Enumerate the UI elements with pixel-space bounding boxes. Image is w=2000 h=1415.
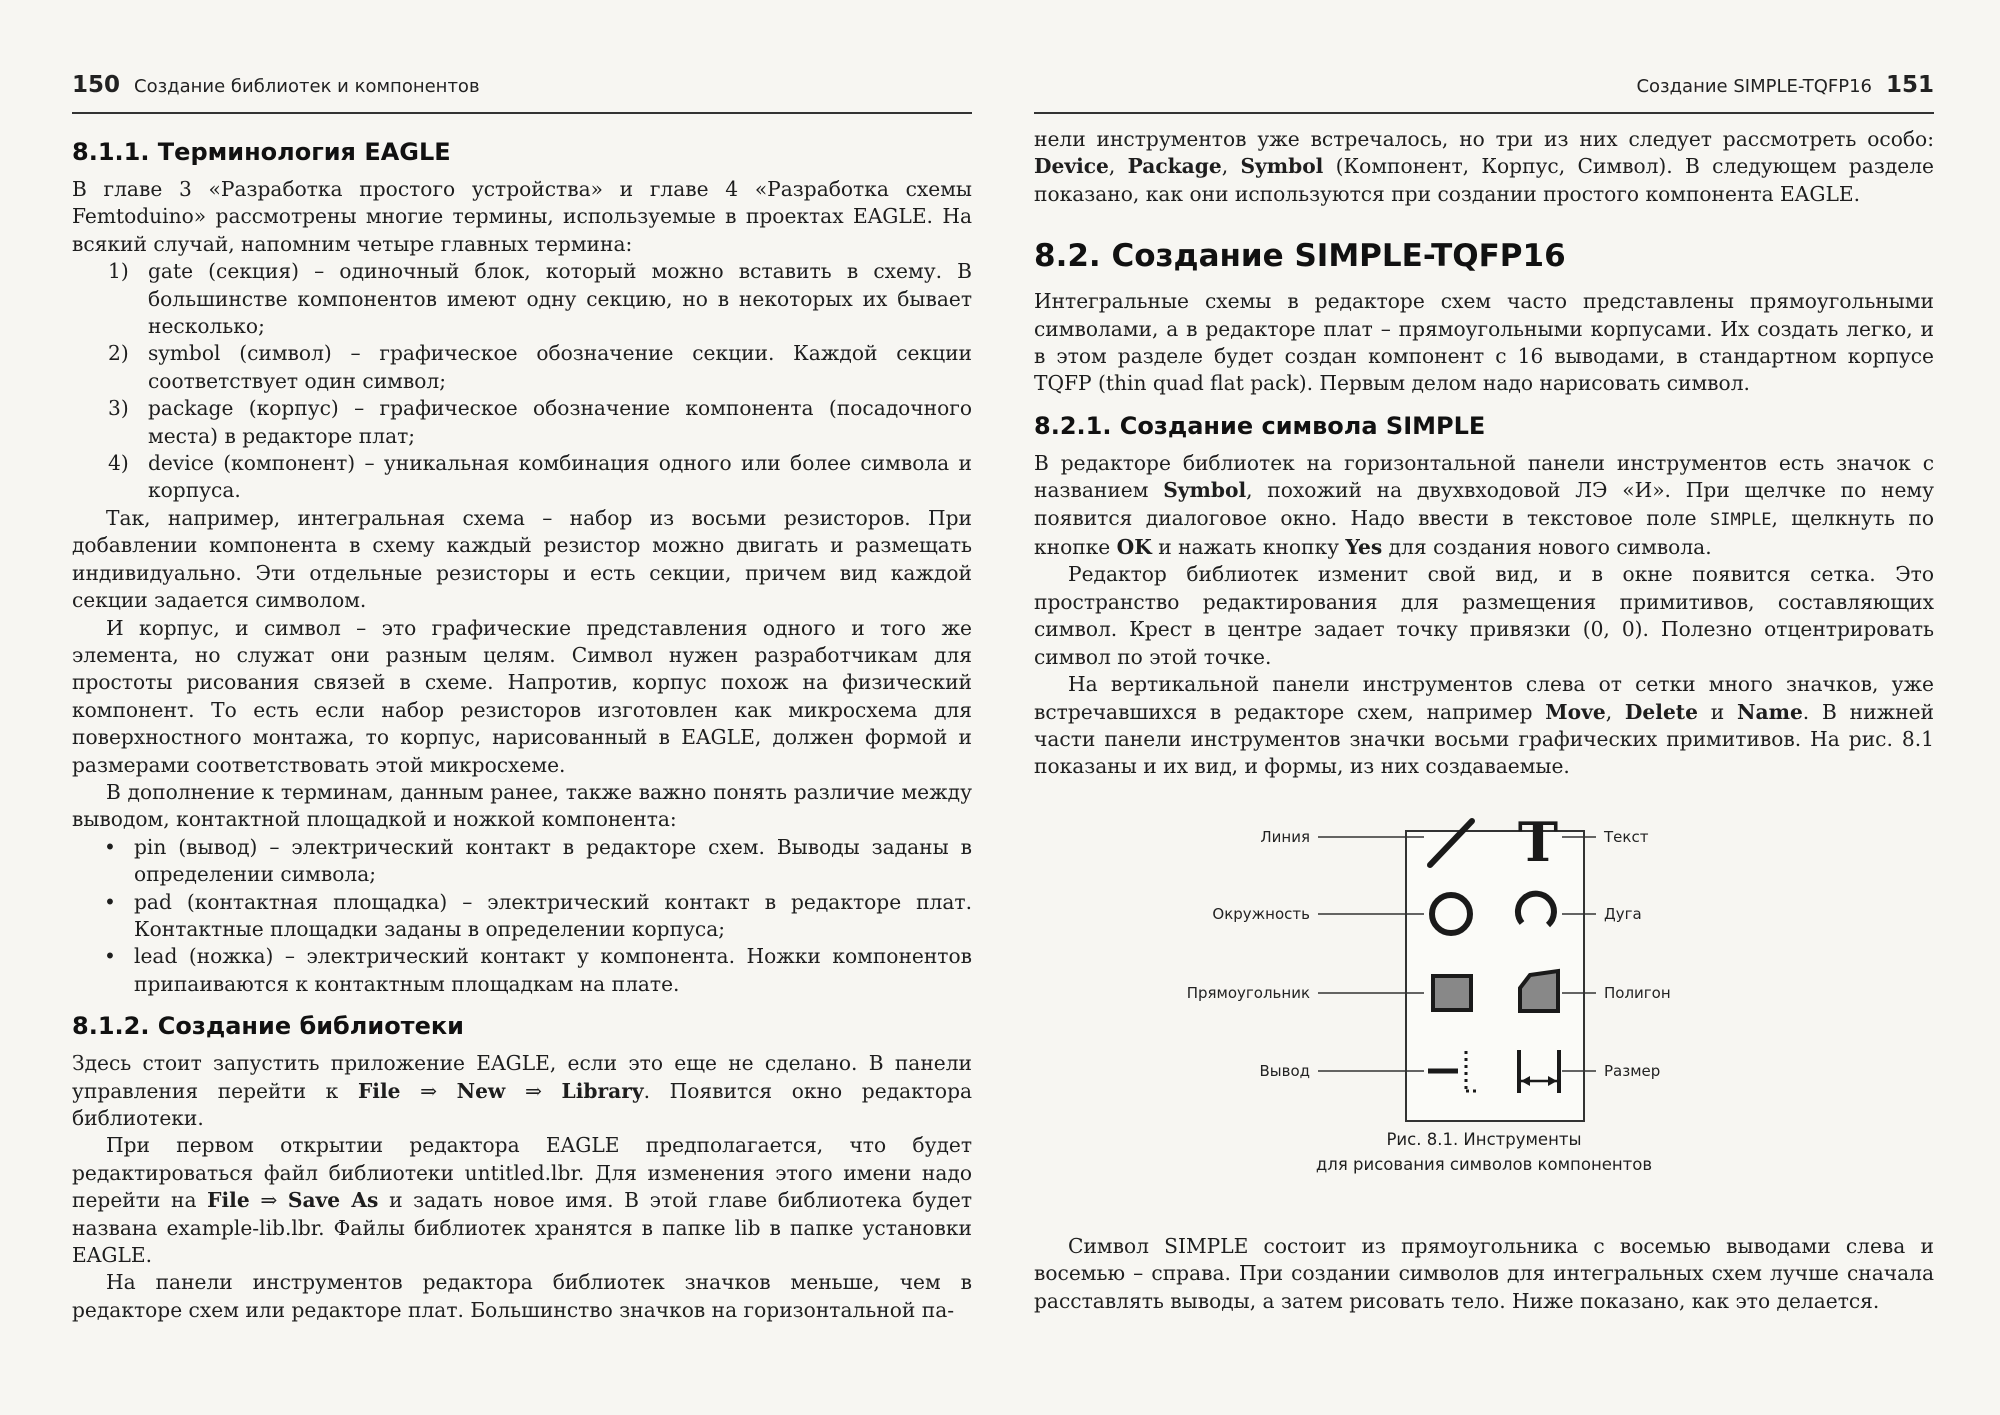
bullet-item (72, 889, 972, 944)
numbered-item (72, 450, 972, 505)
list-marker: 2) (108, 341, 129, 366)
yes-button-ref: Yes (1345, 535, 1383, 560)
section-heading: 8.1.1. Терминология EAGLE (72, 138, 451, 166)
paragraph: На панели инструментов редактора библиотек значков меньше, чем в редакторе схем или редакторе плат. Большинство значков на горизонтальной па- (72, 1270, 972, 1322)
chapter-section-heading: 8.2. Создание SIMPLE-TQFP16 (1034, 238, 1566, 275)
right-page-body (1034, 126, 1934, 1315)
label-dimension: Размер (1604, 1061, 1661, 1080)
page-number: 151 (1885, 72, 1934, 98)
paragraph: И корпус, и символ – это графические представления одного и того же элемента, но служат они разным целям. Символ нужен разработчикам для простоты рисования связей в схеме. Напротив, корпус похож на физический компонент. То есть если набор резисторов изготовлен как микросхема для поверхностного монтажа, то корпус, нарисованный в EAGLE, должен формой и размерами соответствовать этой микросхеме. (72, 615, 972, 777)
label-text: Текст (1604, 827, 1649, 846)
label-arc: Дуга (1604, 904, 1642, 923)
list-item-text: pin (вывод) – электрический контакт в редакторе схем. Выводы заданы в определении символа; (134, 834, 972, 887)
list-item-text: package (корпус) – графическое обозначение компонента (посадочного места) в редакторе плат; (148, 396, 972, 448)
numbered-item (72, 395, 972, 450)
paragraph: Так, например, интегральная схема – набор из восьми резисторов. При добавлении компонента в схему каждый резистор можно двигать и размещать индивидуально. Эти отдельные резисторы и есть секции, причем вид каждой секции задается символом. (72, 505, 972, 613)
tool-move: Move (1545, 699, 1606, 724)
caption-line: для рисования символов компонентов (1315, 1154, 1653, 1174)
label-line: Линия (1260, 827, 1310, 846)
paragraph: В редакторе библиотек на горизонтальной панели инструментов есть значок с названием Symbol, похожий на двухвходовой ЛЭ «И». При щелчке по нему появится диалоговое окно. Надо ввести в текстовое поле SIMPLE, щелкнуть по кнопке OK и нажать кнопку Yes для создания нового символа. (1034, 450, 1934, 560)
menu-new: New (456, 1078, 506, 1103)
label-rectangle: Прямоугольник (1186, 983, 1310, 1002)
list-item-text: gate (секция) – одиночный блок, который можно вставить в схему. В большинстве компонентов имеют одну секцию, но в некоторых их бывает несколько; (148, 259, 972, 339)
list-item-text: symbol (символ) – графическое обозначение секции. Каждой секции соответствует один символ; (148, 341, 972, 393)
figure-caption (1034, 1127, 1934, 1177)
label-polygon: Полигон (1604, 983, 1671, 1002)
running-title: Создание SIMPLE-TQFP16 (1636, 76, 1872, 97)
bullet-marker: • (104, 889, 116, 914)
bullet-marker: • (104, 944, 116, 969)
list-item-text: device (компонент) – уникальная комбинация одного или более символа и корпуса. (148, 451, 972, 503)
caption-line: Рис. 8.1. Инструменты (1386, 1129, 1582, 1149)
bullet-marker: • (104, 834, 116, 859)
tool-delete: Delete (1624, 699, 1698, 724)
paragraph: В дополнение к терминам, данным ранее, также важно понять различие между выводом, контактной площадкой и ножкой компонента: (72, 779, 972, 832)
menu-save-as: Save As (287, 1188, 379, 1213)
paragraph: Символ SIMPLE состоит из прямоугольника с восемью выводами слева и восемью – справа. При создании символов для интегральных схем лучше сначала расставлять выводы, а затем рисовать тело. Ниже показано, как это делается. (1034, 1233, 1934, 1313)
page-number: 150 (72, 72, 121, 98)
tools-diagram (1034, 795, 1934, 1135)
label-pin: Вывод (1259, 1061, 1310, 1080)
right-running-head (1034, 72, 1934, 114)
paragraph: Здесь стоит запустить приложение EAGLE, если это еще не сделано. В панели управления перейти к File ⇒ New ⇒ Library. Появится окно редактора библиотеки. (72, 1051, 973, 1130)
toolbar-symbol: Symbol (1240, 154, 1324, 179)
list-marker: 4) (108, 451, 129, 476)
label-circle: Окружность (1212, 904, 1310, 923)
paragraph: При первом открытии редактора EAGLE предполагается, что будет редактироваться файл библиотеки untitled.lbr. Для изменения этого имени надо перейти на File ⇒ Save As и задать новое имя. В этой главе библиотека будет названа example-lib.lbr. Файлы библиотек хранятся в папке lib в папке установки EAGLE. (72, 1133, 972, 1268)
paragraph: В главе 3 «Разработка простого устройства» и главе 4 «Разработка схемы Femtoduino» рассмотрены многие термины, используемые в проектах EAGLE. На всякий случай, напомним четыре главных термина: (72, 177, 972, 256)
menu-file: File (357, 1078, 401, 1103)
numbered-item (72, 340, 972, 395)
list-item-text: lead (ножка) – электрический контакт у компонента. Ножки компонентов припаиваются к контактным площадкам на плате. (134, 944, 972, 996)
section-heading: 8.2.1. Создание символа SIMPLE (1034, 411, 1486, 440)
left-page-body (72, 124, 972, 1324)
left-running-head (72, 72, 972, 114)
list-item-text: pad (контактная площадка) – электрический контакт в редакторе плат. Контактные площадки заданы в определении корпуса; (134, 889, 972, 941)
paragraph: На вертикальной панели инструментов слева от сетки много значков, уже встречавшихся в редакторе схем, например Move, Delete и Name. В нижней части панели инструментов значки восьми графических примитивов. На рис. 8.1 показаны и их вид, и формы, из них создаваемые. (1034, 672, 1934, 779)
bullet-item (72, 943, 972, 998)
bullet-item (72, 834, 972, 889)
paragraph: Интегральные схемы в редакторе схем часто представлены прямоугольными символами, а в редакторе плат – прямоугольными корпусами. Их создать легко, и в этом разделе будет создан компонент с 16 выводами, в стандартном корпусе TQFP (thin quad flat pack). Первым делом надо нарисовать символ. (1034, 289, 1934, 396)
figure-8-1 (1034, 795, 1934, 1233)
paragraph: нели инструментов уже встречалось, но три из них следует рассмотреть особо: Device, Package, Symbol (Компонент, Корпус, Символ). В следующем разделе показано, как они используются при создании простого компонента EAGLE. (1034, 127, 1934, 206)
code-simple: SIMPLE (1710, 509, 1772, 530)
tool-name: Name (1737, 699, 1803, 724)
rectangle-tool-icon (1433, 976, 1471, 1010)
toolbar-package: Package (1127, 154, 1222, 179)
toolbar-device: Device (1034, 154, 1109, 179)
toolbar-symbol: Symbol (1163, 478, 1247, 503)
section-heading: 8.1.2. Создание библиотеки (72, 1012, 464, 1041)
menu-file: File (207, 1188, 250, 1213)
text-tool-icon: T (1517, 809, 1559, 874)
ok-button-ref: OK (1116, 535, 1152, 560)
list-marker: 1) (108, 259, 129, 284)
left-page (72, 0, 972, 1415)
list-marker: 3) (108, 396, 129, 421)
right-page (1034, 0, 1934, 1415)
menu-library: Library (561, 1078, 644, 1103)
numbered-item (72, 258, 972, 340)
paragraph: Редактор библиотек изменит свой вид, и в окне появится сетка. Это пространство редактирования для размещения примитивов, составляющих символ. Крест в центре задает точку привязки (0, 0). Полезно отцентрировать символ по этой точке. (1034, 562, 1934, 669)
running-title: Создание библиотек и компонентов (134, 76, 480, 97)
